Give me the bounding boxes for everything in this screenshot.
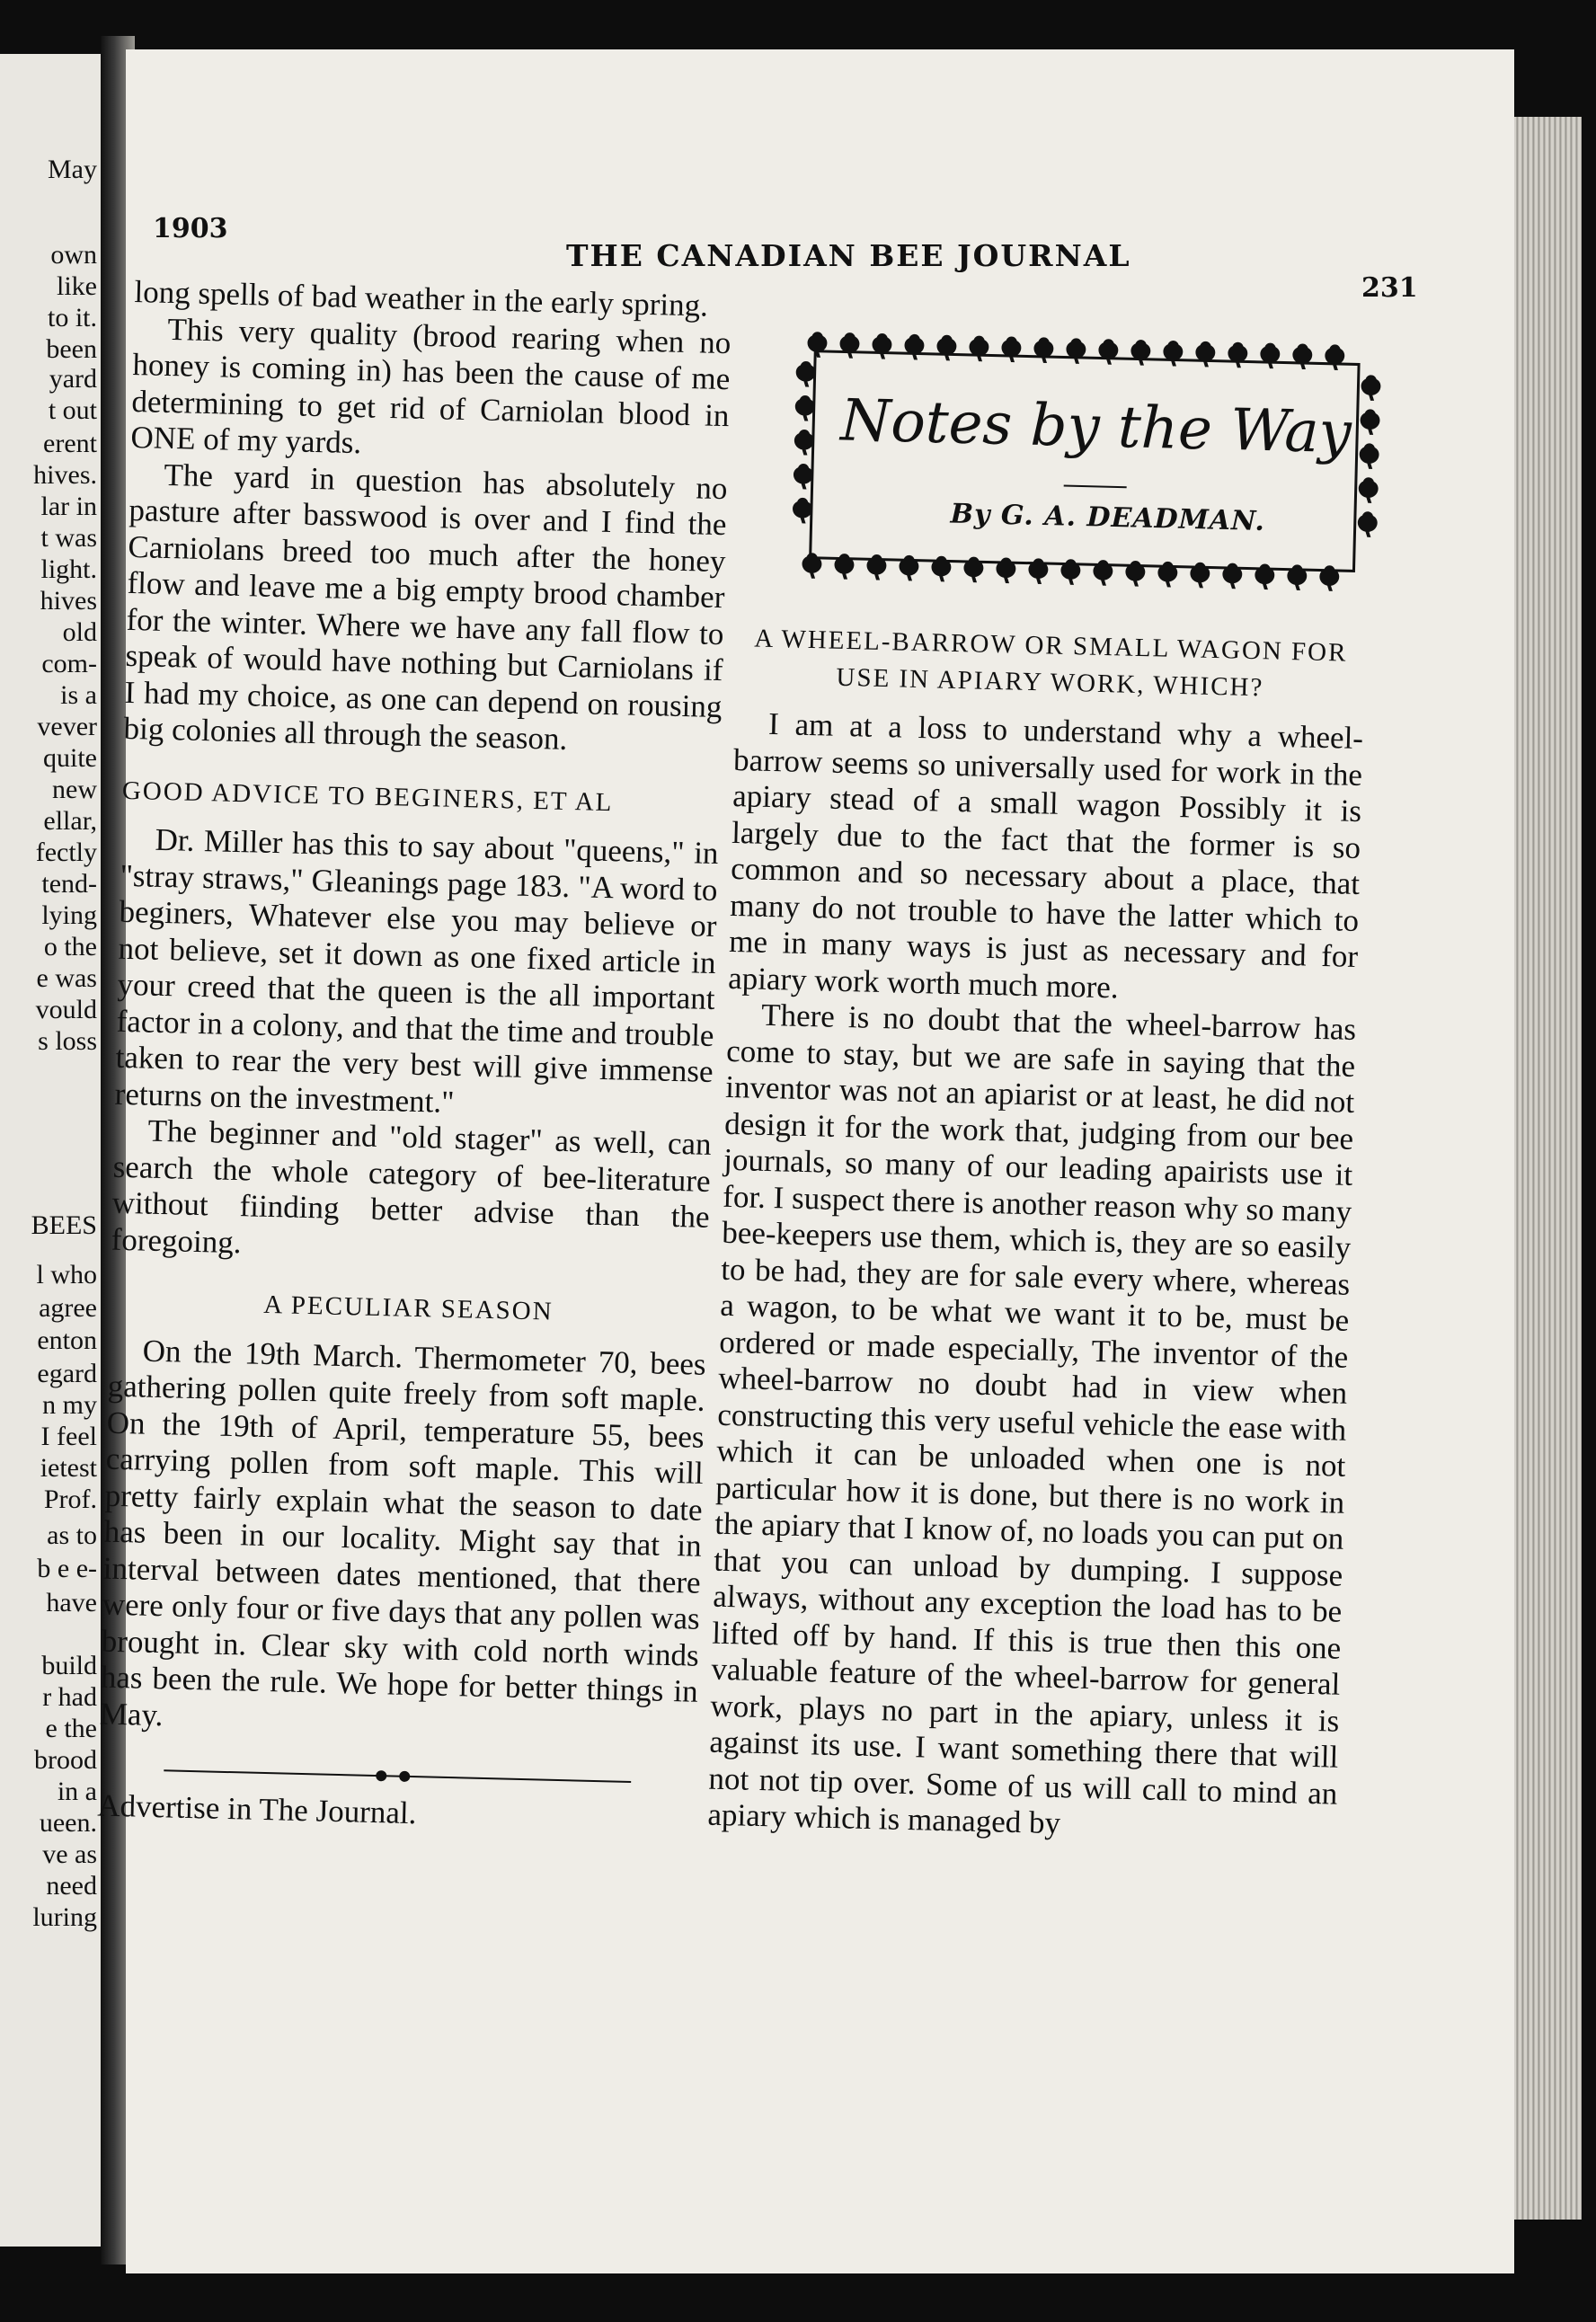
facing-page-fragment: o the [43, 932, 97, 962]
facing-page-fragment: is a [60, 680, 97, 710]
leaf-ornament [1001, 336, 1022, 362]
paragraph: I am at a loss to understand why a wheel-barrow seems so universally used for work in the apiary stead of a small wagon Possibly it is largely due to the fact that the former is so common and so necessary about a place, that many do not trouble to have the latter which to me in many ways is just as necessary and for apiary work worth much more. [727, 705, 1364, 1005]
facing-page-fragment: tend- [41, 869, 97, 899]
leaf-ornament [802, 553, 822, 579]
facing-page-fragment: hives [40, 586, 97, 616]
leaf-ornament [1361, 375, 1381, 401]
facing-page-fragment: light. [40, 554, 97, 584]
page-number: 231 [1361, 272, 1418, 304]
leaf-ornament [1360, 409, 1380, 435]
facing-page-fragment: ueen. [39, 1808, 97, 1838]
leaf-ornament [936, 335, 957, 361]
paragraph: The beginner and "old stager" as well, can search the whole category of bee-literature without fiinding better advise than the foregoing. [111, 1112, 713, 1260]
section-heading: GOOD ADVICE TO BEGINERS, ET AL [121, 775, 614, 817]
facing-page-fragment: as to [47, 1520, 97, 1550]
column-title-box [783, 323, 1387, 598]
facing-page-fragment: t out [48, 395, 97, 425]
leaf-ornament [794, 464, 814, 490]
paragraph: The yard in question has absolutely no pasture after basswood is over and I find the Carniolans breed too much after the honey flow and leave me a big empty brood chamber for the winter. Where we have any fall flow to speak of would have nothing but Carniolans if I had my choice, as one can depend on rousing big colonies all through the season. [123, 456, 728, 757]
right-column [707, 620, 1366, 1848]
facing-page-fragment: ve as [42, 1839, 97, 1869]
facing-page-fragment: b e e- [37, 1554, 97, 1583]
facing-page-fragment: s loss [38, 1026, 97, 1056]
leaf-ornament [1260, 342, 1281, 368]
facing-page-fragment: t was [40, 523, 97, 553]
byline: By G. A. DEADMAN. [950, 498, 1266, 538]
leaf-ornament [1098, 339, 1119, 365]
facing-page-fragment: quite [43, 743, 97, 773]
leaf-ornament [1359, 443, 1379, 469]
facing-page-fragment: r had [42, 1682, 97, 1712]
facing-page-fragment: luring [32, 1902, 97, 1932]
facing-page-fragment: l who [36, 1260, 97, 1290]
facing-page-fragment: new [52, 775, 97, 804]
leaf-ornament [1358, 477, 1379, 503]
facing-page-fragment: agree [39, 1293, 97, 1323]
facing-page-fragment: enton [37, 1325, 97, 1355]
paragraph: There is no doubt that the wheel-barrow has come to stay, but we are safe in saying that the inventor was not an apiarist or at least, he did not design it for the work that, judging from our bee journals, so many of our leading apairists use it for. I suspect there is another reason why so many bee-keepers use them, which is, they are so easily to be had, they are for sale every where, whereas a wagon, to be what we want it to be, must be ordered or made especially, The inventor of the wheel-barrow no doubt had in view when constructing this very useful vehicle the ease with which it can be unloaded when one is not particular how it is done, but there is no work in the apiary that I know of, no loads you can put on that you can unload by dumping. I suppose always, without any exception the load has to be lifted off by hand. If this is true then this one valuable feature of the wheel-barrow for general work, plays no part in the apiary, unless it is against its use. I want something there that will not not tip over. Some of us will call to mind an apiary which is managed by [707, 997, 1357, 1841]
facing-page-fragment: e was [36, 963, 97, 993]
facing-page-fragment: egard [37, 1359, 97, 1388]
leaf-ornament [1195, 341, 1216, 368]
facing-page-fragment: May [48, 155, 97, 184]
facing-page-fragment: own [50, 240, 97, 270]
facing-page-fragment: n my [42, 1390, 97, 1420]
facing-page-fragment: fectly [35, 838, 97, 867]
facing-page-fragment: brood [34, 1745, 97, 1775]
facing-page-edge [0, 54, 106, 2247]
paragraph: This very quality (brood rearing when no honey is coming in) has been the cause of me determining to get rid of Carniolan blood in ONE of my yards. [130, 311, 732, 461]
facing-page-fragment: ietest [40, 1453, 97, 1483]
facing-page-fragment: e the [45, 1714, 97, 1743]
facing-page-fragment: BEES [31, 1210, 97, 1240]
leaf-ornament [1130, 340, 1151, 366]
facing-page-fragment: build [41, 1651, 97, 1680]
column-title: Notes by the Way [839, 387, 1352, 467]
facing-page-fragment: need [46, 1871, 97, 1901]
facing-page-fragment: vever [37, 712, 97, 741]
facing-page-fragment: erent [43, 429, 97, 458]
leaf-ornament [795, 361, 816, 387]
facing-page-fragment: vould [35, 995, 97, 1024]
leaf-ornament [794, 395, 815, 421]
facing-page-fragment: hives. [33, 460, 97, 490]
facing-page-fragment: old [62, 617, 97, 647]
paragraph: On the 19th March. Thermometer 70, bees gathering pollen quite freely from soft maple. On the 19th of April, temperature 55, bees carrying pollen from soft maple. This will pretty fairly explain what the season to date has been in our locality. Might say that in interval between dates mentioned, that there were only four or five days that any pollen was brought in. Clear sky with cold north winds has been the rule. We hope for better things in May. [99, 1333, 707, 1733]
facing-page-fragment: yard [49, 364, 97, 394]
leaf-ornament [1163, 341, 1184, 367]
paragraph: Dr. Miller has this to say about "queens," in "stray straws," Gleanings page 183. "A word to beginers, Whatever else you may believe or not believe, set it down as one fixed article in your creed that the queen is the all important factor in a colony, and that the time and trouble taken to rear the very best will give immense returns on the investment." [114, 821, 719, 1120]
facing-page-fragment: I feel [40, 1422, 97, 1451]
leaf-ornament [872, 333, 892, 359]
leaf-ornament [1066, 338, 1086, 364]
leaf-ornament [1357, 511, 1378, 537]
facing-page-fragment: like [57, 271, 97, 301]
facing-page-fragment: have [46, 1588, 97, 1617]
facing-page-fragment: lar in [40, 492, 97, 521]
ornamental-divider [164, 1764, 631, 1788]
paragraph: long spells of bad weather in the early spring. [134, 274, 709, 323]
facing-page-fragment: com- [41, 649, 97, 678]
facing-page-fragment: Prof. [43, 1484, 97, 1514]
facing-page-fragment: lying [41, 900, 97, 930]
left-column [97, 274, 732, 1839]
leaf-ornament [904, 334, 925, 360]
leaf-ornament [839, 332, 860, 359]
facing-page-fragment: in a [57, 1777, 97, 1806]
leaf-ornament [1228, 341, 1248, 368]
section-heading: A WHEEL-BARROW OR SMALL WAGON FOR USE IN APIARY WORK, WHICH? [753, 624, 1348, 702]
leaf-ornament [1033, 337, 1054, 363]
header-journal-title: THE CANADIAN BEE JOURNAL [566, 238, 1131, 273]
leaf-ornament [1325, 344, 1345, 370]
header-year: 1903 [153, 213, 228, 244]
advertisement-line: Advertise in The Journal. [96, 1787, 417, 1831]
leaf-ornament [969, 335, 989, 361]
leaf-ornament [794, 430, 814, 456]
leaf-ornament [793, 498, 813, 524]
section-heading: A PECULIAR SEASON [262, 1290, 554, 1326]
facing-page-fragment: to it. [47, 303, 97, 332]
leaf-ornament [1292, 343, 1313, 369]
facing-page-fragment: been [46, 334, 97, 364]
facing-page-fragment: ellar, [43, 806, 97, 836]
leaf-ornament [807, 332, 828, 358]
